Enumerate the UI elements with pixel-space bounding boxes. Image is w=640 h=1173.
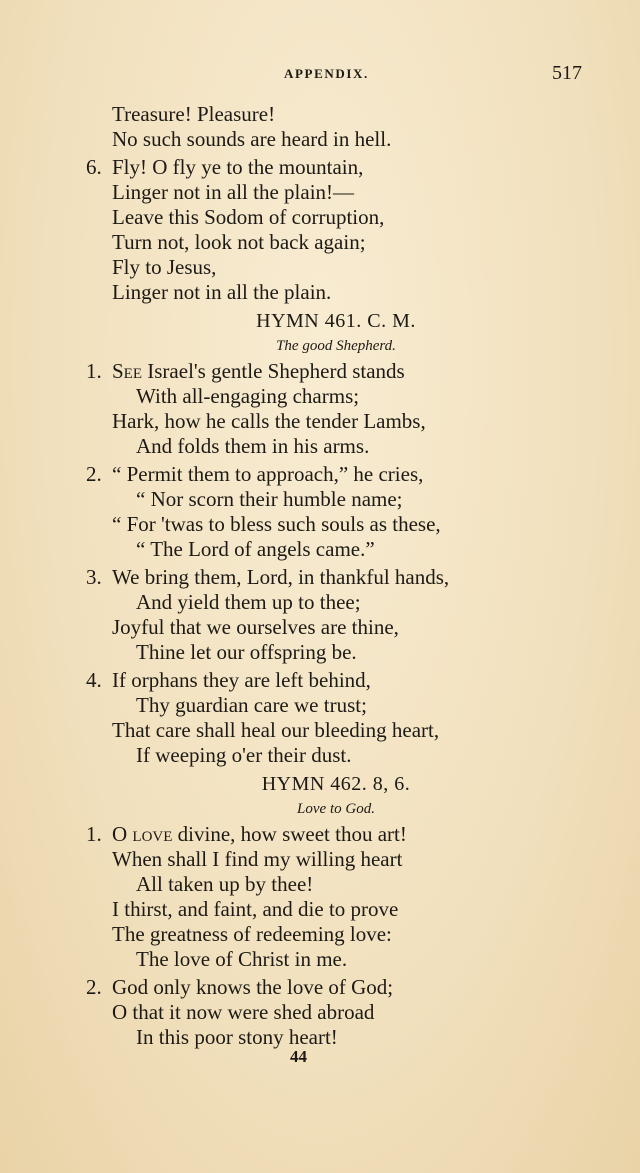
- verse-number: 4.: [86, 668, 102, 692]
- verse-number: 1.: [86, 359, 102, 383]
- verse-number: 2.: [86, 975, 102, 999]
- verse-line: Joyful that we ourselves are thine,: [112, 615, 399, 639]
- verse-line: All taken up by thee!: [136, 872, 314, 896]
- verse-line: When shall I find my willing heart: [112, 847, 403, 871]
- verse-line: Hark, how he calls the tender Lambs,: [112, 409, 426, 433]
- verse-line: “ Nor scorn their humble name;: [136, 487, 403, 511]
- verse-line: That care shall heal our bleeding heart,: [112, 718, 440, 742]
- hymn-462-title: HYMN 462. 8, 6.: [261, 773, 411, 795]
- verse-number: 6.: [86, 155, 102, 179]
- verse-line: Fly! O fly ye to the mountain,: [112, 155, 364, 179]
- verse-line: With all-engaging charms;: [136, 384, 360, 408]
- hymn-461-title: HYMN 461. C. M.: [256, 310, 416, 332]
- verse-line: Treasure! Pleasure!: [112, 102, 276, 126]
- verse-first-word: O: [112, 822, 128, 846]
- verse-line: Leave this Sodom of corruption,: [112, 205, 385, 229]
- verse-line: Turn not, look not back again;: [112, 230, 366, 254]
- verse-line: And folds them in his arms.: [136, 434, 370, 458]
- verse-line: If orphans they are left behind,: [112, 668, 371, 692]
- verse-line: Fly to Jesus,: [112, 255, 217, 279]
- hymn-462-verse-1: [86, 822, 556, 972]
- hymn-461-subtitle: The good Shepherd.: [276, 338, 396, 354]
- verse-line: Thy guardian care we trust;: [136, 693, 367, 717]
- verse-line: We bring them, Lord, in thankful hands,: [112, 565, 450, 589]
- verse-small-caps: love: [127, 822, 173, 846]
- page-number: 517: [552, 62, 582, 84]
- verse-line: In this poor stony heart!: [136, 1025, 338, 1049]
- hymn-461-verse-2: [86, 462, 556, 562]
- verse-line: Thine let our offspring be.: [136, 640, 357, 664]
- verse-6: [86, 155, 556, 305]
- verse-line: God only knows the love of God;: [112, 975, 394, 999]
- verse-line: “ For 'twas to bless such souls as these,: [112, 512, 441, 536]
- verse-line: If weeping o'er their dust.: [136, 743, 352, 767]
- verse-number: 3.: [86, 565, 102, 589]
- verse-line: O that it now were shed abroad: [112, 1000, 375, 1024]
- verse-line: Linger not in all the plain.: [112, 280, 332, 304]
- running-head: APPENDIX.: [284, 66, 369, 81]
- verse-line: The love of Christ in me.: [136, 947, 348, 971]
- verse-line: Linger not in all the plain!—: [112, 180, 355, 204]
- verse-line: Israel's gentle Shepherd stands: [142, 359, 405, 383]
- verse-line: “ The Lord of angels came.”: [136, 537, 375, 561]
- page-header: [0, 62, 640, 90]
- hymn-461-verse-4: [86, 668, 556, 768]
- hymn-462-verse-2: [86, 975, 556, 1050]
- verse-number: 1.: [86, 822, 102, 846]
- verse-line: No such sounds are heard in hell.: [112, 127, 392, 151]
- hymn-462-subtitle: Love to God.: [297, 801, 375, 817]
- verse-line: I thirst, and faint, and die to prove: [112, 897, 399, 921]
- verse-number: 2.: [86, 462, 102, 486]
- hymn-text: [86, 102, 556, 1050]
- verse-line: “ Permit them to approach,” he cries,: [112, 462, 424, 486]
- hymn-461-verse-1: [86, 359, 556, 459]
- verse-line: The greatness of redeeming love:: [112, 922, 392, 946]
- verse-line: divine, how sweet thou art!: [172, 822, 407, 846]
- hymn-461-verse-3: [86, 565, 556, 665]
- verse-line: And yield them up to thee;: [136, 590, 361, 614]
- verse-first-word: See: [112, 359, 143, 383]
- signature-mark: 44: [290, 1047, 307, 1066]
